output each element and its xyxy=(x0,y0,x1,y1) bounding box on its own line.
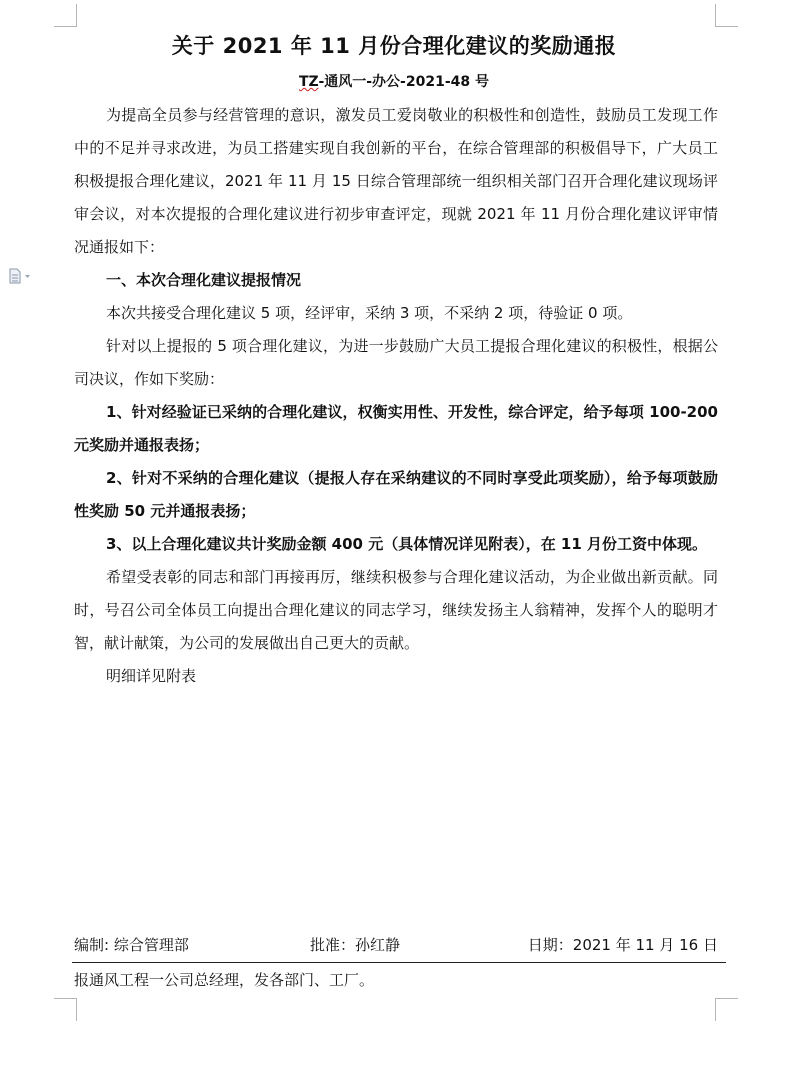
paragraph-reward-intro: 针对以上提报的 5 项合理化建议，为进一步鼓励广大员工提报合理化建议的积极性，根据公司决议，作如下奖励： xyxy=(74,337,718,388)
document-title: 关于 2021 年 11 月份合理化建议的奖励通报 xyxy=(171,34,617,58)
document-footer xyxy=(74,933,718,957)
paragraph-intro: 为提高全员参与经营管理的意识，激发员工爱岗敬业的积极性和创造性，鼓励员工发现工作中的不足并寻求改进，为员工搭建实现自我创新的平台，在综合管理部的积极倡导下，广大员工积极提报合理化建议，2021 年 11 月 15 日综合管理部统一组织相关部门召开合理化建议现场评审会议，对本次提报的合理化建议进行初步审查评定，现就 2021 年 11 月份合理化建议评审情况通报如下： xyxy=(74,106,718,256)
reward-item-3: 3、以上合理化建议共计奖励金额 400 元（具体情况详见附表），在 11 月份工资中体现。 xyxy=(106,535,708,553)
footer-distribution: 报通风工程一公司总经理，发各部门、工厂。 xyxy=(74,971,375,989)
document-body xyxy=(74,99,718,693)
page-corner-bottom-left xyxy=(54,998,77,1021)
document-number-rest: -通风一-办公-2021-48 号 xyxy=(318,74,490,90)
page-corner-top-right xyxy=(715,4,738,27)
reward-item-1: 1、针对经验证已采纳的合理化建议，权衡实用性、开发性，综合评定，给予每项 100-200 元奖励并通报表扬； xyxy=(74,403,718,454)
page-corner-top-left xyxy=(54,4,77,27)
footer-approver: 批准：孙红静 xyxy=(310,936,401,954)
paragraph-summary: 本次共接受合理化建议 5 项，经评审，采纳 3 项，不采纳 2 项，待验证 0 项。 xyxy=(106,304,633,322)
paragraph-attachment-note: 明细详见附表 xyxy=(106,667,197,685)
footer-divider xyxy=(72,962,726,963)
paragraph-closing: 希望受表彰的同志和部门再接再厉，继续积极参与合理化建议活动，为企业做出新贡献。同时，号召公司全体员工向提出合理化建议的同志学习，继续发扬主人翁精神，发挥个人的聪明才智，献计献策，为公司的发展做出自己更大的贡献。 xyxy=(74,568,718,652)
footer-editor: 编制: 综合管理部 xyxy=(74,936,189,954)
document-number-prefix: TZ xyxy=(298,74,319,90)
document-margin-icon[interactable] xyxy=(8,268,34,284)
section-heading: 一、本次合理化建议提报情况 xyxy=(106,271,302,289)
footer-date: 日期：2021 年 11 月 16 日 xyxy=(527,936,718,954)
reward-item-2: 2、针对不采纳的合理化建议（提报人存在采纳建议的不同时享受此项奖励），给予每项鼓励性奖励 50 元并通报表扬； xyxy=(74,469,718,520)
page-corner-bottom-right xyxy=(715,998,738,1021)
document-number xyxy=(0,71,788,91)
